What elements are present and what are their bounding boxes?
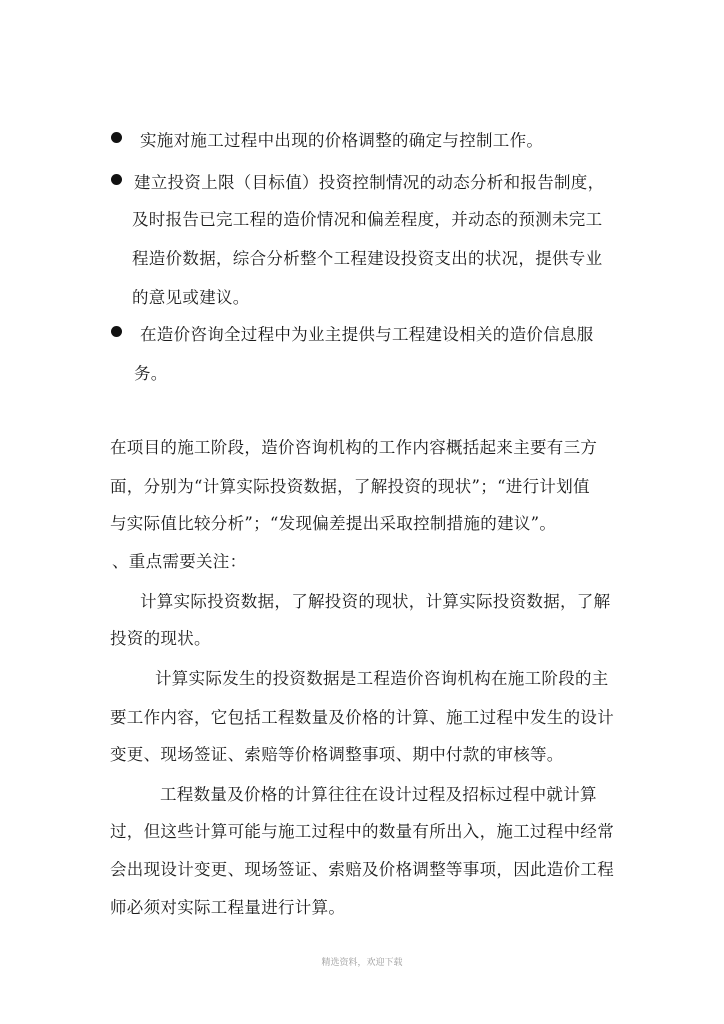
paragraph-line: 变更、现场签证、索赔等价格调整事项、期中付款的审核等。 [110,745,564,764]
paragraph-line: 要工作内容，它包括工程数量及价格的计算、施工过程中发生的设计 [110,708,614,727]
paragraph-line: 会出现设计变更、现场签证、索赔及价格调整等事项，因此造价工程 [110,860,614,879]
paragraph-line: 投资的现状。 [110,629,211,648]
paragraph-line: 在项目的施工阶段，造价咨询机构的工作内容概括起来主要有三方 [110,438,598,457]
page-footer: 精选资料，欢迎下载 [321,958,403,968]
paragraph-line: 与实际值比较分析”；“发现偏差提出采取控制措施的建议”。 [110,514,557,533]
paragraph-line: 计算实际投资数据，了解投资的现状，计算实际投资数据，了解 [140,592,611,611]
bullet-item-text: 建立投资上限（目标值）投资控制情况的动态分析和报告制度， [134,173,605,192]
bullet-dot [111,174,122,185]
section-heading: 、重点需要关注： [112,552,247,571]
bullet-item-text: 务。 [134,364,168,383]
bullet-item-text: 在造价咨询全过程中为业主提供与工程建设相关的造价信息服 [140,325,594,344]
bullet-item-text: 程造价数据，综合分析整个工程建设投资支出的状况，提供专业 [132,249,603,268]
bullet-dot [111,326,122,337]
bullet-item-text: 及时报告已完工程的造价情况和偏差程度，并动态的预测未完工 [132,210,603,229]
bullet-item-text: 实施对施工过程中出现的价格调整的确定与控制工作。 [140,131,544,150]
paragraph-line: 计算实际发生的投资数据是工程造价咨询机构在施工阶段的主 [155,669,609,688]
paragraph-line: 工程数量及价格的计算往往在设计过程及招标过程中就计算 [160,785,597,804]
bullet-dot [111,132,122,143]
paragraph-line: 面，分别为“计算实际投资数据，了解投资的现状”；“进行计划值 [110,477,590,496]
bullet-item-text: 的意见或建议。 [132,288,250,307]
paragraph-line: 过，但这些计算可能与施工过程中的数量有所出入，施工过程中经常 [110,822,614,841]
paragraph-line: 师必须对实际工程量进行计算。 [110,898,346,917]
